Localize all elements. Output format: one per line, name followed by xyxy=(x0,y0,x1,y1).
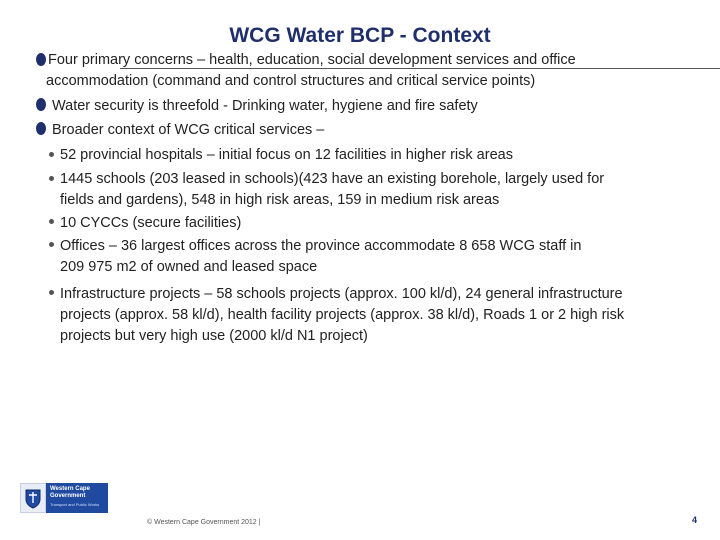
sub-bullet-icon xyxy=(49,290,54,295)
point-1-line-2: accommodation (command and control structures and critical service points) xyxy=(46,73,536,89)
logo-line-2: Government xyxy=(50,493,86,499)
subpoint-4 xyxy=(60,236,690,278)
sub-bullet-icon xyxy=(49,152,54,157)
slide-title: WCG Water BCP - Context xyxy=(229,24,491,47)
bullet-icon xyxy=(36,122,46,135)
subpoint-2-line-2: fields and gardens), 548 in high risk areas, 159 in medium risk areas xyxy=(60,192,500,208)
subpoint-2 xyxy=(60,169,690,211)
copyright-footer: © Western Cape Government 2012 | xyxy=(147,519,261,526)
sub-bullet-icon xyxy=(49,219,54,224)
point-2: Water security is threefold - Drinking water, hygiene and fire safety xyxy=(52,98,478,114)
subpoint-1-line-1: 52 provincial hospitals – initial focus on 12 facilities in higher risk areas xyxy=(60,147,513,163)
subpoint-1 xyxy=(60,145,690,166)
subpoint-5 xyxy=(60,284,690,347)
subpoint-2-line-1: 1445 schools (203 leased in schools)(423 have an existing borehole, largely used for xyxy=(60,171,605,187)
point-1-line-1: Four primary concerns – health, education, social development services and office xyxy=(48,52,576,68)
bullet-icon xyxy=(36,53,46,66)
subpoint-5-line-2: projects (approx. 58 kl/d), health facility projects (approx. 38 kl/d), Roads 1 or 2 high risk xyxy=(60,307,625,323)
subpoint-4-line-1: Offices – 36 largest offices across the province accommodate 8 658 WCG staff in xyxy=(60,238,582,254)
subpoint-5-line-1: Infrastructure projects – 58 schools projects (approx. 100 kl/d), 24 general infrastructure xyxy=(60,286,623,302)
point-3: Broader context of WCG critical services – xyxy=(52,122,325,138)
coat-of-arms-icon xyxy=(20,483,46,513)
logo-subtitle: Transport and Public Works xyxy=(50,502,100,507)
subpoint-4-line-2: 209 975 m2 of owned and leased space xyxy=(60,259,318,275)
sub-bullet-icon xyxy=(49,242,54,247)
subpoint-3 xyxy=(60,213,690,234)
western-cape-government-logo xyxy=(20,483,110,513)
logo-line-1: Western Cape xyxy=(50,486,90,492)
page-number: 4 xyxy=(692,515,698,525)
subpoint-5-line-3: projects but very high use (2000 kl/d N1 project) xyxy=(60,328,368,344)
sub-bullet-icon xyxy=(49,176,54,181)
bullet-icon xyxy=(36,98,46,111)
subpoint-3-line-1: 10 CYCCs (secure facilities) xyxy=(60,215,242,231)
logo-wordmark xyxy=(46,483,108,513)
